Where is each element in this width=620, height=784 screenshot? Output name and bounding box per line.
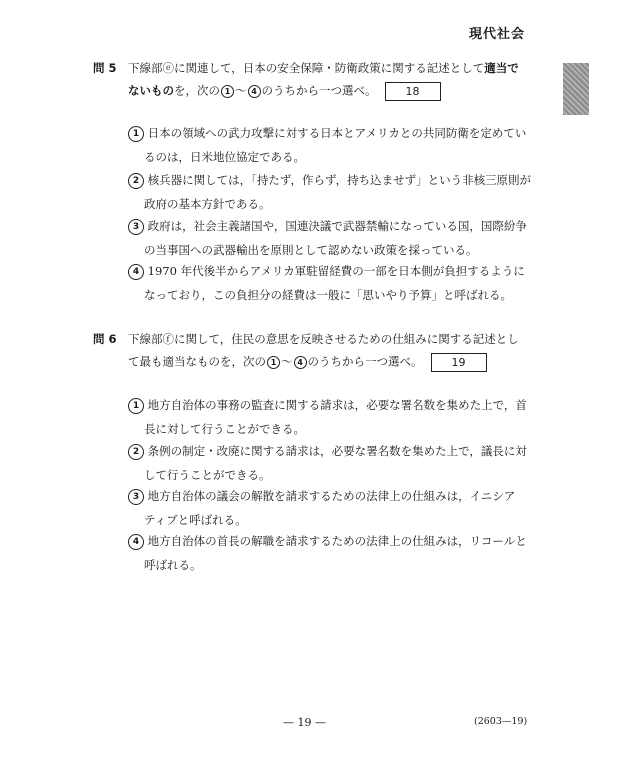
q5-option-1[interactable] bbox=[128, 125, 526, 165]
q5-option-3[interactable] bbox=[128, 218, 527, 258]
q5-stem-emphasis: 適当で bbox=[484, 61, 519, 75]
option-text: 核兵器に関しては，「持たず，作らず，持ち込ませず」という非核三原則が bbox=[147, 173, 532, 187]
q6-option-2[interactable] bbox=[128, 443, 527, 483]
option-number-icon: 1 bbox=[128, 126, 144, 142]
option-text-cont: ティブと呼ばれる。 bbox=[144, 513, 247, 527]
q5-range-sep: 〜 bbox=[235, 83, 247, 98]
q5-stem-line2 bbox=[128, 82, 441, 101]
q6-stem-text-2: のうちから一つ選べ。 bbox=[307, 354, 423, 369]
q5-label: 問 5 bbox=[93, 61, 117, 75]
option-text: 日本の領域への武力攻撃に対する日本とアメリカとの共同防衛を定めてい bbox=[147, 126, 527, 140]
option-number-icon: 1 bbox=[128, 398, 144, 414]
option-text-cont: 呼ばれる。 bbox=[144, 558, 202, 572]
option-text-cont: 長に対して行うことができる。 bbox=[144, 422, 305, 436]
q6-option-4[interactable] bbox=[128, 533, 527, 573]
option-number-icon: 3 bbox=[128, 489, 144, 505]
q6-option-1[interactable] bbox=[128, 397, 527, 437]
q6-stem-text: て最も適当なものを，次の bbox=[128, 354, 266, 369]
option-text-cont: して行うことができる。 bbox=[144, 468, 271, 482]
q6-answer-box[interactable]: 19 bbox=[431, 353, 487, 372]
q5-range-start: 1 bbox=[221, 85, 234, 98]
option-number-icon: 3 bbox=[128, 219, 144, 235]
option-number-icon: 4 bbox=[128, 264, 144, 280]
q6-label: 問 6 bbox=[93, 332, 117, 346]
q5-range-end: 4 bbox=[248, 85, 261, 98]
page-code: (2603—19) bbox=[474, 716, 528, 727]
option-text-cont: 政府の基本方針である。 bbox=[144, 197, 271, 211]
q5-stem-text-3: のうちから一つ選べ。 bbox=[261, 83, 377, 98]
option-text: 条例の制定・改廃に関する請求は，必要な署名数を集めた上で，議長に対 bbox=[147, 444, 527, 458]
option-text: 地方自治体の議会の解散を請求するための法律上の仕組みは，イニシア bbox=[147, 489, 516, 503]
q6-option-3[interactable] bbox=[128, 488, 515, 528]
q5-answer-box[interactable]: 18 bbox=[385, 82, 441, 101]
q5-option-2[interactable] bbox=[128, 172, 531, 212]
option-text-cont: の当事国への武器輸出を原則として認めない政策を採っている。 bbox=[144, 243, 478, 257]
option-text: 1970 年代後半からアメリカ軍駐留経費の一部を日本側が負担するように bbox=[147, 264, 525, 278]
q6-range-end: 4 bbox=[294, 356, 307, 369]
q6-stem-line1: 下線部ⓕに関して，住民の意思を反映させるための仕組みに関する記述とし bbox=[128, 332, 519, 346]
option-number-icon: 2 bbox=[128, 173, 144, 189]
option-text: 地方自治体の首長の解職を請求するための法律上の仕組みは，リコールと bbox=[147, 534, 527, 548]
page-number: — 19 — bbox=[283, 716, 326, 729]
option-text: 地方自治体の事務の監査に関する請求は，必要な署名数を集めた上で，首 bbox=[147, 398, 527, 412]
option-text-cont: るのは，日米地位協定である。 bbox=[144, 150, 305, 164]
option-number-icon: 4 bbox=[128, 534, 144, 550]
q6-range-sep: 〜 bbox=[281, 354, 293, 369]
option-text: 政府は，社会主義諸国や，国連決議で武器禁輸になっている国，国際紛争 bbox=[147, 219, 527, 233]
q5-stem-text: 下線部ⓔに関連して，日本の安全保障・防衛政策に関する記述として bbox=[128, 61, 485, 75]
section-tab-marker bbox=[563, 63, 589, 115]
q6-stem-line2 bbox=[128, 353, 487, 372]
page-header-title: 現代社会 bbox=[468, 27, 525, 42]
q6-range-start: 1 bbox=[267, 356, 280, 369]
q5-option-4[interactable] bbox=[128, 263, 525, 303]
q5-stem-emphasis-2: ないもの bbox=[128, 83, 174, 98]
option-text-cont: なっており，この負担分の経費は一般に「思いやり予算」と呼ばれる。 bbox=[144, 288, 512, 302]
q5-stem-line1 bbox=[128, 60, 519, 76]
q5-stem-text-2: を，次の bbox=[174, 83, 220, 98]
option-number-icon: 2 bbox=[128, 444, 144, 460]
